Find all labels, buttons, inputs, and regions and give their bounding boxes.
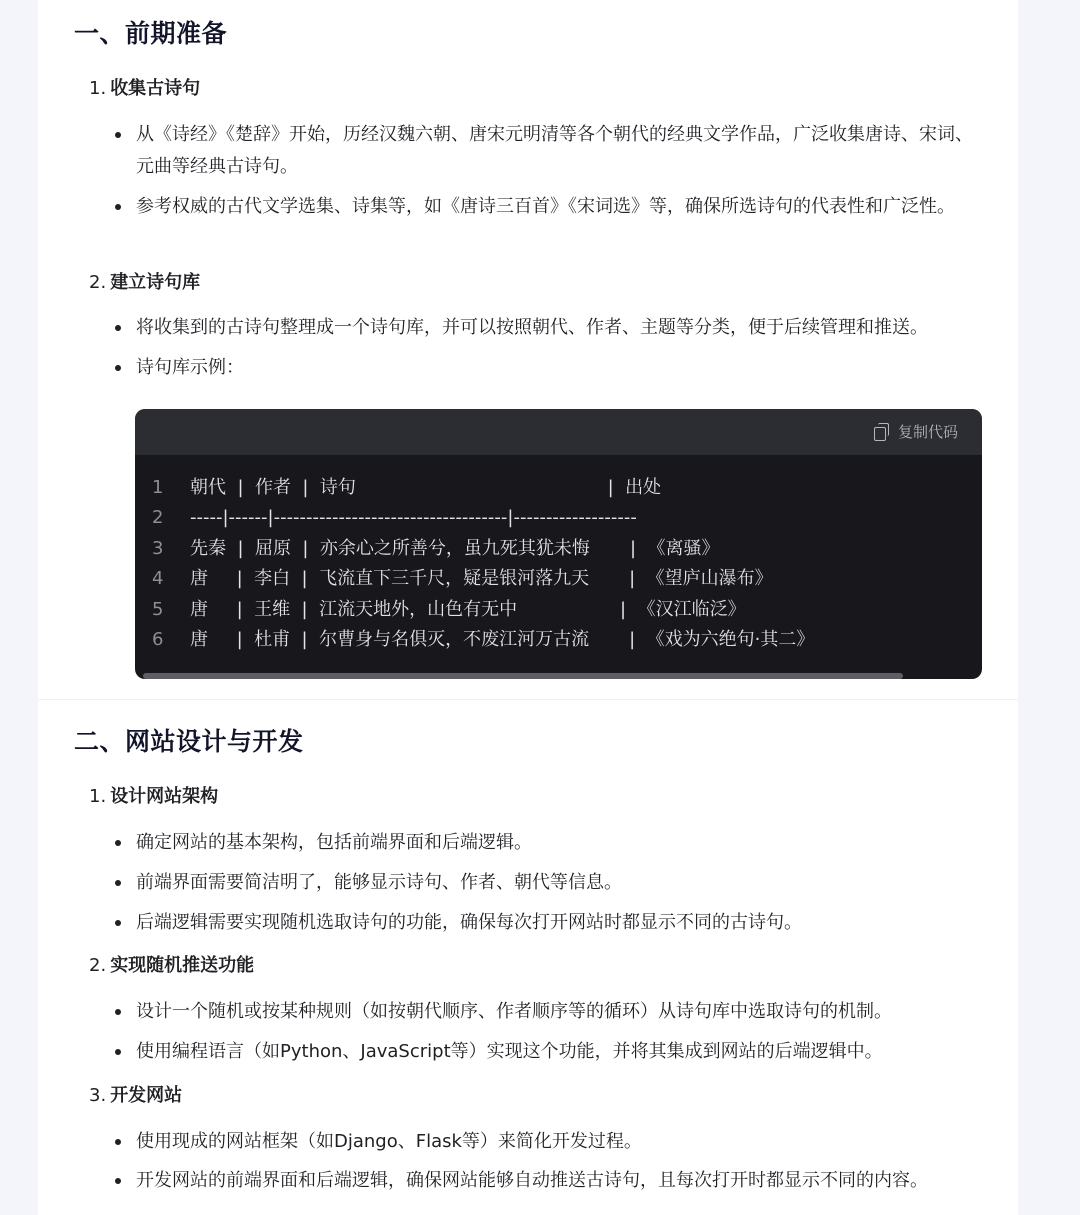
numbered-item-collect — [89, 74, 200, 100]
list-item: 诗句库示例： — [136, 352, 986, 384]
code-text: 朝代 | 作者 | 诗句 | 出处 — [190, 477, 662, 498]
code-line — [135, 534, 982, 564]
line-number: 2 — [152, 507, 164, 529]
item-title: 收集古诗句 — [110, 78, 201, 99]
list-item: 前端界面需要简洁明了，能够显示诗句、作者、朝代等信息。 — [136, 867, 986, 899]
code-line — [135, 595, 982, 625]
list-item: 后端逻辑需要实现随机选取诗句的功能，确保每次打开网站时都显示不同的古诗句。 — [136, 907, 986, 939]
item-number: 3. — [89, 1085, 107, 1106]
code-text: 唐 | 王维 | 江流天地外，山色有无中 | 《汉江临泛》 — [190, 598, 746, 620]
numbered-item-architecture — [89, 782, 218, 808]
item-title: 实现随机推送功能 — [110, 955, 255, 976]
list-item: 使用现成的网站框架（如Django、Flask等）来简化开发过程。 — [136, 1126, 986, 1158]
code-line — [135, 564, 982, 594]
item-title: 建立诗句库 — [110, 272, 201, 293]
document-page — [38, 0, 1018, 1215]
code-line — [135, 625, 982, 655]
list-item: 使用编程语言（如Python、JavaScript等）实现这个功能，并将其集成到网站的后端逻辑中。 — [136, 1036, 986, 1068]
code-line — [135, 473, 982, 503]
line-number: 3 — [152, 537, 164, 559]
list-item: 设计一个随机或按某种规则（如按朝代顺序、作者顺序等的循环）从诗句库中选取诗句的机制。 — [136, 996, 986, 1028]
code-block-header — [135, 409, 982, 455]
section-divider — [38, 699, 1018, 700]
code-text: 唐 | 李白 | 飞流直下三千尺，疑是银河落九天 | 《望庐山瀑布》 — [190, 568, 773, 590]
list-item: 从《诗经》《楚辞》开始，历经汉魏六朝、唐宋元明清等各个朝代的经典文学作品，广泛收集唐诗、宋词、元曲等经典古诗句。 — [136, 119, 986, 183]
item-number: 1. — [89, 786, 107, 807]
item-title: 设计网站架构 — [110, 786, 219, 807]
numbered-item-library — [89, 268, 200, 294]
list-item: 参考权威的古代文学选集、诗集等，如《唐诗三百首》《宋词选》等，确保所选诗句的代表性和广泛性。 — [136, 191, 986, 223]
list-item: 开发网站的前端界面和后端逻辑，确保网站能够自动推送古诗句，且每次打开时都显示不同的内容。 — [136, 1165, 986, 1197]
code-text: -----|------|------------------------------------|------------------- — [190, 507, 637, 529]
copy-code-button[interactable] — [874, 421, 958, 442]
line-number: 5 — [152, 598, 164, 620]
copy-code-label: 复制代码 — [897, 423, 958, 441]
code-body[interactable] — [135, 473, 982, 673]
code-text: 先秦 | 屈原 | 亦余心之所善兮，虽九死其犹未悔 | 《离骚》 — [190, 537, 720, 559]
code-text: 唐 | 杜甫 | 尔曹身与名俱灭，不废江河万古流 | 《戏为六绝句·其二》 — [190, 628, 815, 650]
code-block — [135, 409, 982, 679]
item-number: 2. — [89, 272, 107, 293]
copy-icon — [874, 423, 890, 440]
item-number: 2. — [89, 955, 107, 976]
line-number: 1 — [152, 477, 164, 498]
item-number: 1. — [89, 78, 107, 99]
item-title: 开发网站 — [110, 1085, 183, 1106]
numbered-item-random-push — [89, 951, 254, 977]
section-title-preparation: 一、前期准备 — [74, 19, 228, 48]
line-number: 4 — [152, 568, 164, 590]
list-item: 将收集到的古诗句整理成一个诗句库，并可以按照朝代、作者、主题等分类，便于后续管理和推送。 — [136, 312, 986, 344]
section-title-website: 二、网站设计与开发 — [74, 727, 304, 756]
code-line — [135, 503, 982, 533]
list-item: 确定网站的基本架构，包括前端界面和后端逻辑。 — [136, 827, 986, 859]
horizontal-scrollbar[interactable] — [143, 673, 903, 679]
numbered-item-develop — [89, 1081, 182, 1107]
line-number: 6 — [152, 628, 164, 650]
